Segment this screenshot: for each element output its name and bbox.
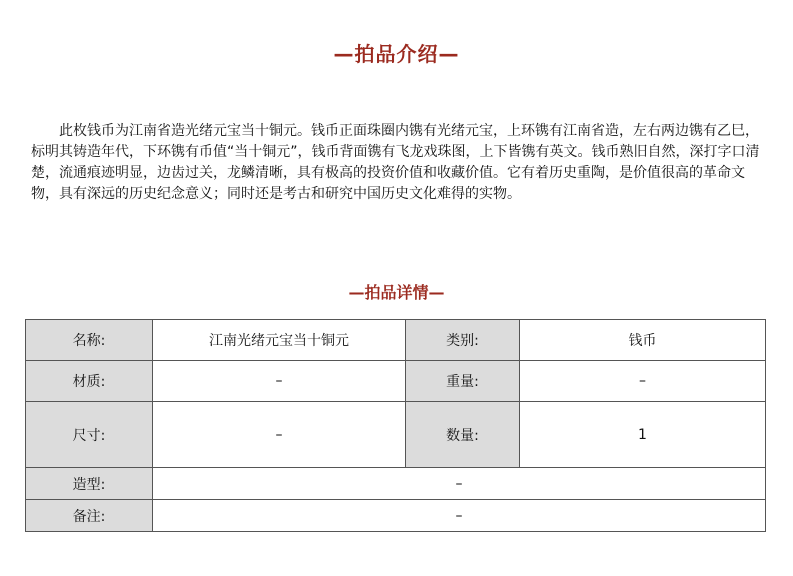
size-value: – [153,402,406,468]
name-label: 名称: [26,320,153,361]
intro-text [31,121,761,205]
table-row [26,320,766,361]
table-row [26,468,766,500]
shape-label: 造型: [26,468,153,500]
table-row [26,402,766,468]
remarks-label: 备注: [26,500,153,532]
shape-value: – [153,468,766,500]
table-row [26,500,766,532]
intro-title: —拍品介绍— [333,42,460,66]
category-label: 类别: [406,320,520,361]
intro-paragraph: 此枚钱币为江南省造光绪元宝当十铜元。钱币正面珠圈内镌有光绪元宝，上环镌有江南省造，左右两边镌有乙巳，标明其铸造年代，下环镌有币值“当十铜元”，钱币背面镌有飞龙戏珠图，上下皆镌有英文。钱币熟旧自然，深打字口清楚，流通痕迹明显，边齿过关，龙鳞清晰，具有极高的投资价值和收藏价值。它有着历史重陶，是价值很高的革命文物，具有深远的历史纪念意义；同时还是考古和研究中国历史文化难得的实物。 [31,123,760,202]
material-label: 材质: [26,361,153,402]
details-title: —拍品详情— [348,283,445,302]
category-value: 钱币 [520,320,766,361]
material-value: – [153,361,406,402]
quantity-value: 1 [520,402,766,468]
weight-label: 重量: [406,361,520,402]
size-label: 尺寸: [26,402,153,468]
details-table [25,319,766,532]
weight-value: – [520,361,766,402]
remarks-value: – [153,500,766,532]
quantity-label: 数量: [406,402,520,468]
table-row [26,361,766,402]
name-value: 江南光绪元宝当十铜元 [153,320,406,361]
